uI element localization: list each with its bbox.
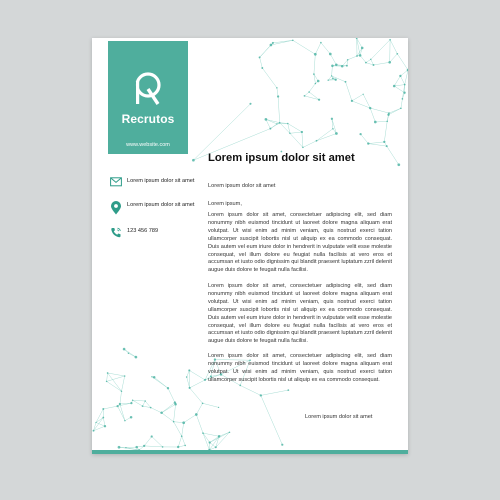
network-line	[363, 94, 370, 108]
network-node	[388, 112, 390, 114]
network-node	[182, 421, 185, 424]
network-node	[279, 122, 281, 124]
network-node	[345, 81, 347, 83]
network-node	[335, 79, 337, 81]
network-line	[280, 123, 288, 124]
network-node	[260, 394, 262, 396]
network-line	[96, 418, 103, 423]
network-node	[388, 61, 391, 64]
network-line	[397, 54, 408, 70]
network-node	[195, 413, 198, 416]
network-node	[359, 54, 362, 57]
network-line	[394, 76, 400, 86]
network-node	[215, 446, 217, 448]
network-node	[402, 98, 404, 100]
network-line	[151, 408, 162, 413]
network-line	[162, 404, 176, 413]
network-line	[346, 82, 352, 101]
network-line	[394, 85, 405, 86]
network-line	[394, 86, 404, 93]
brand-block	[108, 41, 188, 154]
network-line	[152, 437, 163, 447]
network-node	[302, 147, 304, 149]
network-node	[125, 447, 126, 448]
network-node	[209, 441, 211, 443]
network-node	[153, 376, 156, 379]
network-node	[289, 133, 290, 134]
network-line	[190, 388, 203, 403]
contact-phone-text: 123 456 789	[127, 228, 159, 234]
network-line	[352, 101, 370, 108]
network-line	[107, 373, 108, 381]
brand-website[interactable]: www.website.com	[126, 142, 170, 148]
letter-heading: Lorem ipsum dolor sit amet	[208, 152, 355, 164]
network-node	[396, 53, 398, 55]
network-line	[332, 66, 333, 76]
network-line	[103, 406, 117, 409]
network-node	[318, 99, 320, 101]
network-node	[124, 420, 125, 421]
network-node	[261, 67, 263, 69]
network-line	[96, 409, 103, 423]
network-line	[203, 403, 219, 407]
network-node	[173, 421, 175, 423]
network-node	[124, 375, 126, 377]
network-line	[203, 433, 210, 442]
network-line	[368, 144, 386, 147]
contact-address-text: Lorem ipsum dolor sit amet	[127, 178, 195, 184]
network-node	[121, 391, 123, 393]
network-node	[184, 445, 186, 447]
network-node	[130, 402, 132, 404]
network-node	[202, 432, 204, 434]
letter-paragraph: Lorem ipsum dolor sit amet, consectetuer adipiscing elit, sed diam nonummy nibh euismod tincidunt ut laoreet dolore magna aliquam erat volutpat. Ut wisi enim ad minim veniam, quis nostrud exerci tation ullamcorper suscipit lobortis nisl ut aliquip ex ea commodo consequat. Duis autem vel eum iriure dolor in hendrerit in vulputate velit esse molestie consequat, vel illum dolore eu feugiat nulla facilisis at vero eros et accumsan et iusto odio dignissim qui blandit praesent luptatum zzril delenit augue duis dolore te feugait nulla facilisi.	[208, 283, 392, 345]
network-line	[375, 121, 387, 122]
network-node	[118, 446, 121, 449]
network-line	[174, 422, 184, 423]
letter-subheading: Lorem ipsum dolor sit amet	[208, 183, 276, 189]
network-line	[196, 403, 202, 414]
network-line	[277, 88, 278, 97]
network-line	[288, 124, 302, 133]
network-line	[390, 40, 397, 54]
network-node	[119, 403, 121, 405]
network-line	[317, 129, 333, 141]
network-node	[249, 103, 251, 105]
network-line	[390, 54, 398, 63]
network-node	[331, 118, 333, 120]
network-node	[204, 379, 206, 381]
network-line	[389, 108, 401, 113]
network-node	[346, 65, 348, 67]
network-line	[107, 381, 122, 391]
network-node	[351, 100, 353, 102]
network-node	[276, 87, 277, 88]
network-node	[389, 39, 391, 41]
network-node	[335, 64, 338, 67]
network-node	[128, 353, 130, 355]
letter-paragraph: Lorem ipsum dolor sit amet, consectetuer adipiscing elit, sed diam nonummy nibh euismod tincidunt ut laoreet dolore magna aliquam erat volutpat. Ut wisi enim ad minim veniam, quis nostrud exerci tation ullamcorper suscipit lobortis nisl ut aliquip ex ea commodo consequat. Duis autem vel eum iriure dolor in hendrerit in vulputate velit esse molestie consequat, vel illum dolore eu feugiat nulla facilisis at vero eros et accumsan et iusto odio dignissim qui blandit praesent luptatum zzril delenit augue duis dolore te feugait nulla facilisi.	[208, 212, 392, 274]
network-line	[168, 388, 175, 402]
network-line	[184, 415, 197, 423]
network-line	[162, 403, 175, 413]
network-line	[133, 400, 143, 406]
network-node	[202, 402, 204, 404]
network-node	[162, 446, 164, 448]
network-line	[371, 40, 390, 60]
network-line	[182, 436, 186, 445]
network-line	[174, 422, 182, 437]
network-line	[122, 376, 125, 391]
network-node	[151, 376, 152, 377]
network-line	[107, 376, 125, 381]
network-node	[174, 401, 176, 403]
network-line	[288, 124, 290, 134]
network-line	[187, 370, 190, 377]
network-node	[123, 348, 126, 351]
letter-salutation: Lorem ipsum,	[208, 201, 242, 207]
network-node	[186, 376, 188, 378]
network-node	[218, 435, 221, 438]
network-line	[103, 418, 105, 427]
network-line	[330, 54, 336, 65]
network-node	[341, 65, 344, 68]
network-node	[400, 107, 402, 109]
network-line	[124, 349, 136, 357]
footer-accent-bar	[92, 450, 408, 454]
network-line	[270, 123, 279, 129]
network-line	[240, 385, 261, 395]
network-node	[332, 128, 334, 130]
network-node	[143, 445, 145, 447]
network-line	[290, 133, 303, 147]
network-node	[367, 142, 369, 144]
network-node	[386, 120, 388, 122]
network-node	[276, 123, 277, 124]
network-node	[399, 75, 401, 77]
location-pin-icon	[110, 201, 122, 215]
network-node	[188, 369, 190, 371]
network-line	[260, 57, 263, 68]
network-node	[259, 56, 261, 58]
network-line	[366, 59, 371, 62]
network-line	[400, 76, 404, 85]
network-node	[292, 40, 294, 42]
network-line	[401, 99, 403, 108]
network-node	[189, 387, 191, 389]
network-node	[331, 65, 334, 68]
network-node	[335, 132, 338, 135]
network-line	[374, 62, 390, 65]
network-line	[370, 108, 389, 113]
network-node	[281, 444, 283, 446]
network-node	[151, 435, 153, 437]
network-node	[315, 83, 317, 85]
network-node	[301, 131, 303, 133]
network-line	[133, 400, 146, 401]
network-node	[218, 407, 219, 408]
letterhead-page	[92, 38, 408, 454]
network-node	[308, 91, 310, 93]
envelope-icon	[110, 177, 122, 187]
network-line	[348, 56, 357, 60]
network-line	[315, 43, 321, 55]
network-node	[104, 425, 106, 427]
network-node	[93, 430, 95, 432]
network-line	[309, 84, 315, 93]
network-node	[329, 53, 332, 56]
network-line	[190, 380, 205, 388]
network-node	[304, 95, 306, 97]
network-node	[95, 422, 96, 423]
network-line	[302, 132, 303, 147]
network-node	[356, 55, 358, 57]
network-node	[361, 47, 364, 50]
network-node	[365, 62, 367, 64]
network-node	[116, 405, 118, 407]
network-node	[150, 407, 152, 409]
network-node	[404, 84, 406, 86]
recrutos-logo-icon	[131, 69, 165, 105]
network-node	[383, 141, 385, 143]
network-node	[269, 128, 271, 130]
brand-name: Recrutos	[121, 112, 175, 126]
network-node	[144, 400, 146, 402]
network-node	[374, 121, 377, 124]
network-line	[203, 433, 219, 436]
network-node	[135, 356, 138, 359]
network-node	[192, 159, 195, 162]
network-node	[142, 405, 144, 407]
phone-icon	[110, 227, 122, 238]
network-line	[120, 391, 122, 404]
network-node	[370, 59, 371, 60]
network-node	[317, 80, 320, 83]
network-line	[261, 395, 283, 444]
network-line	[108, 373, 125, 376]
network-node	[229, 431, 231, 433]
contact-location-text: Lorem ipsum dolor sit amet	[127, 202, 195, 208]
network-line	[144, 437, 152, 446]
network-line	[144, 446, 162, 447]
network-node	[347, 59, 349, 61]
network-line	[196, 415, 203, 434]
network-node	[373, 64, 375, 66]
network-node	[160, 412, 163, 415]
network-line	[360, 55, 366, 62]
network-line	[94, 423, 97, 431]
network-node	[272, 42, 274, 44]
network-node	[287, 123, 289, 125]
network-node	[369, 107, 371, 109]
network-node	[270, 44, 273, 47]
network-node	[320, 42, 322, 44]
network-line	[361, 134, 369, 144]
network-line	[368, 142, 384, 144]
network-line	[293, 40, 316, 54]
network-line	[370, 108, 375, 122]
network-node	[359, 133, 361, 135]
network-node	[132, 400, 133, 401]
network-node	[107, 372, 109, 374]
network-line	[108, 373, 122, 391]
network-line	[278, 97, 280, 123]
network-node	[177, 446, 179, 448]
network-node	[314, 53, 317, 56]
network-line	[290, 132, 302, 133]
network-line	[162, 413, 174, 422]
network-line	[178, 436, 182, 447]
network-node	[277, 95, 279, 97]
network-node	[181, 435, 183, 437]
network-node	[332, 78, 334, 80]
network-node	[167, 387, 169, 389]
network-line	[317, 134, 337, 141]
network-line	[182, 423, 184, 437]
network-node	[102, 417, 104, 419]
network-node	[386, 145, 388, 147]
network-line	[352, 94, 363, 101]
network-line	[174, 404, 176, 422]
network-node	[331, 75, 332, 76]
network-node	[316, 140, 318, 142]
network-line	[187, 377, 190, 388]
network-node	[102, 408, 104, 410]
network-node	[130, 416, 133, 419]
network-line	[384, 121, 387, 142]
network-node	[313, 73, 315, 75]
network-line	[203, 433, 209, 450]
letter-paragraph: Lorem ipsum dolor sit amet, consectetuer adipiscing elit, sed diam nonummy nibh euismod tincidunt ut laoreet dolore magna aliquam erat volutpat. Ut wisi enim ad minim veniam, quis nostrud exerci tation ullamcorper suscipit lobortis nisl ut aliquip ex ea commodo consequat.	[208, 353, 392, 383]
network-node	[403, 92, 405, 94]
network-line	[303, 141, 317, 148]
network-line	[261, 390, 289, 395]
network-line	[126, 447, 137, 448]
network-node	[106, 381, 108, 383]
letter-signoff: Lorem ipsum dolor sit amet	[305, 414, 373, 420]
network-line	[280, 123, 290, 134]
network-line	[314, 54, 315, 74]
network-node	[239, 385, 241, 387]
network-node	[287, 389, 289, 391]
network-node	[327, 79, 328, 80]
network-line	[321, 43, 330, 54]
network-line	[305, 92, 310, 96]
network-line	[262, 68, 277, 88]
network-node	[363, 94, 364, 95]
network-node	[135, 446, 138, 449]
network-line	[189, 370, 205, 380]
network-node	[393, 85, 396, 88]
network-node	[265, 118, 268, 121]
